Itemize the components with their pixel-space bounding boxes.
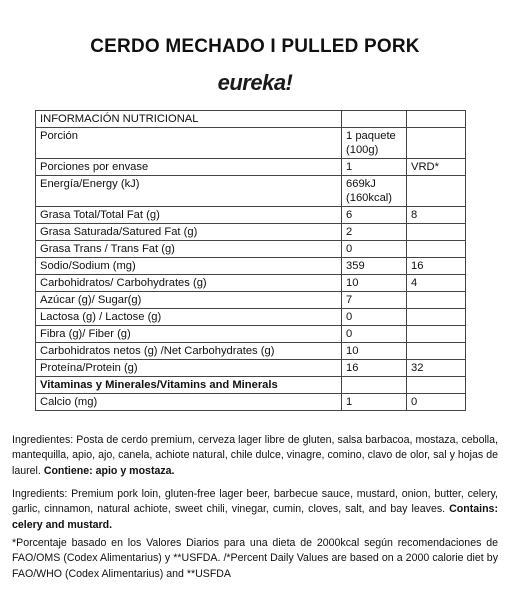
nutrient-vrd <box>407 309 466 326</box>
ingredients-spanish-contains: Contiene: apio y mostaza. <box>43 464 175 477</box>
table-row <box>36 360 466 377</box>
nutrient-value: 0 <box>342 309 407 326</box>
nutrient-vrd: 16 <box>407 258 466 275</box>
nutrient-label: Grasa Total/Total Fat (g) <box>36 207 342 224</box>
table-row <box>36 241 466 258</box>
nutrient-value: 0 <box>342 326 407 343</box>
nutrient-value: 6 <box>342 207 407 224</box>
daily-value-footnote: *Porcentaje basado en los Valores Diarios para una dieta de 2000kcal según recomendaciones de FAO/OMS (Codex Alimentarius) y **USFDA. /*Percent Daily Values are based on a 2000 calorie diet by FAO/WHO (Codex Alimentarius) and **USFDA <box>12 537 498 580</box>
nutrient-value: 0 <box>342 241 407 258</box>
table-row <box>36 292 466 309</box>
nutrition-table-body <box>36 111 466 411</box>
nutrient-value: 669kJ (160kcal) <box>342 176 407 207</box>
nutrient-label: Carbohidratos/ Carbohydrates (g) <box>36 275 342 292</box>
table-row <box>36 343 466 360</box>
nutrient-vrd <box>407 241 466 258</box>
nutrient-label: Calcio (mg) <box>36 394 342 411</box>
nutrient-label: Grasa Trans / Trans Fat (g) <box>36 241 342 258</box>
ingredients-spanish-text: Ingredientes: Posta de cerdo premium, cerveza lager libre de gluten, salsa barbacoa, mostaza, cebolla, mantequilla, apio, ajo, canela, achiote natural, chile dulce, vinagre, comino, clavo de olor, sal y hojas de laurel. <box>12 434 498 477</box>
nutrient-value: 1 <box>342 394 407 411</box>
table-row <box>36 258 466 275</box>
nutrient-vrd <box>407 128 466 159</box>
table-header-empty <box>407 111 466 128</box>
table-header: INFORMACIÓN NUTRICIONAL <box>36 111 342 128</box>
nutrient-value: 1 paquete (100g) <box>342 128 407 159</box>
nutrient-value: 10 <box>342 275 407 292</box>
section-header: Vitaminas y Minerales/Vitamins and Minerals <box>36 377 342 394</box>
table-header-empty <box>342 111 407 128</box>
table-row <box>36 309 466 326</box>
table-row <box>36 159 466 176</box>
ingredients-english <box>12 487 498 533</box>
nutrient-vrd: VRD* <box>407 159 466 176</box>
table-row <box>36 176 466 207</box>
nutrient-label: Azúcar (g)/ Sugar(g) <box>36 292 342 309</box>
ingredients-spanish <box>12 433 498 479</box>
nutrient-value: 2 <box>342 224 407 241</box>
nutrient-label: Carbohidratos netos (g) /Net Carbohydrates (g) <box>36 343 342 360</box>
section-header-empty <box>407 377 466 394</box>
table-section-row <box>36 377 466 394</box>
nutrient-label: Fibra (g)/ Fiber (g) <box>36 326 342 343</box>
table-row <box>36 224 466 241</box>
nutrient-label: Porciones por envase <box>36 159 342 176</box>
nutrient-vrd: 8 <box>407 207 466 224</box>
nutrient-vrd <box>407 326 466 343</box>
nutrition-table <box>35 110 466 411</box>
nutrient-vrd <box>407 343 466 360</box>
nutrient-value: 7 <box>342 292 407 309</box>
ingredients-english-contains: Contains: celery and mustard. <box>12 503 498 531</box>
table-row <box>36 394 466 411</box>
nutrient-value: 16 <box>342 360 407 377</box>
table-row <box>36 275 466 292</box>
section-header-empty <box>342 377 407 394</box>
nutrient-value: 10 <box>342 343 407 360</box>
nutrient-vrd: 0 <box>407 394 466 411</box>
nutrient-vrd <box>407 176 466 207</box>
nutrient-label: Sodio/Sodium (mg) <box>36 258 342 275</box>
nutrient-vrd <box>407 224 466 241</box>
nutrient-label: Grasa Saturada/Satured Fat (g) <box>36 224 342 241</box>
product-title: CERDO MECHADO I PULLED PORK <box>90 36 420 57</box>
nutrient-vrd: 32 <box>407 360 466 377</box>
nutrient-label: Proteína/Protein (g) <box>36 360 342 377</box>
table-header-row <box>36 111 466 128</box>
nutrient-label: Lactosa (g) / Lactose (g) <box>36 309 342 326</box>
nutrient-vrd: 4 <box>407 275 466 292</box>
nutrient-value: 1 <box>342 159 407 176</box>
table-row <box>36 326 466 343</box>
brand-logo: eureka! <box>217 70 293 95</box>
table-row <box>36 128 466 159</box>
nutrient-label: Porción <box>36 128 342 159</box>
nutrient-value: 359 <box>342 258 407 275</box>
ingredients-english-text: Ingredients: Premium pork loin, gluten-free lager beer, barbecue sauce, mustard, onion, butter, celery, garlic, cinnamon, natural achiote, sweet chili, vinegar, cumin, cloves, salt, and bay leaves. <box>12 488 498 516</box>
table-row <box>36 207 466 224</box>
nutrient-vrd <box>407 292 466 309</box>
nutrient-label: Energía/Energy (kJ) <box>36 176 342 207</box>
